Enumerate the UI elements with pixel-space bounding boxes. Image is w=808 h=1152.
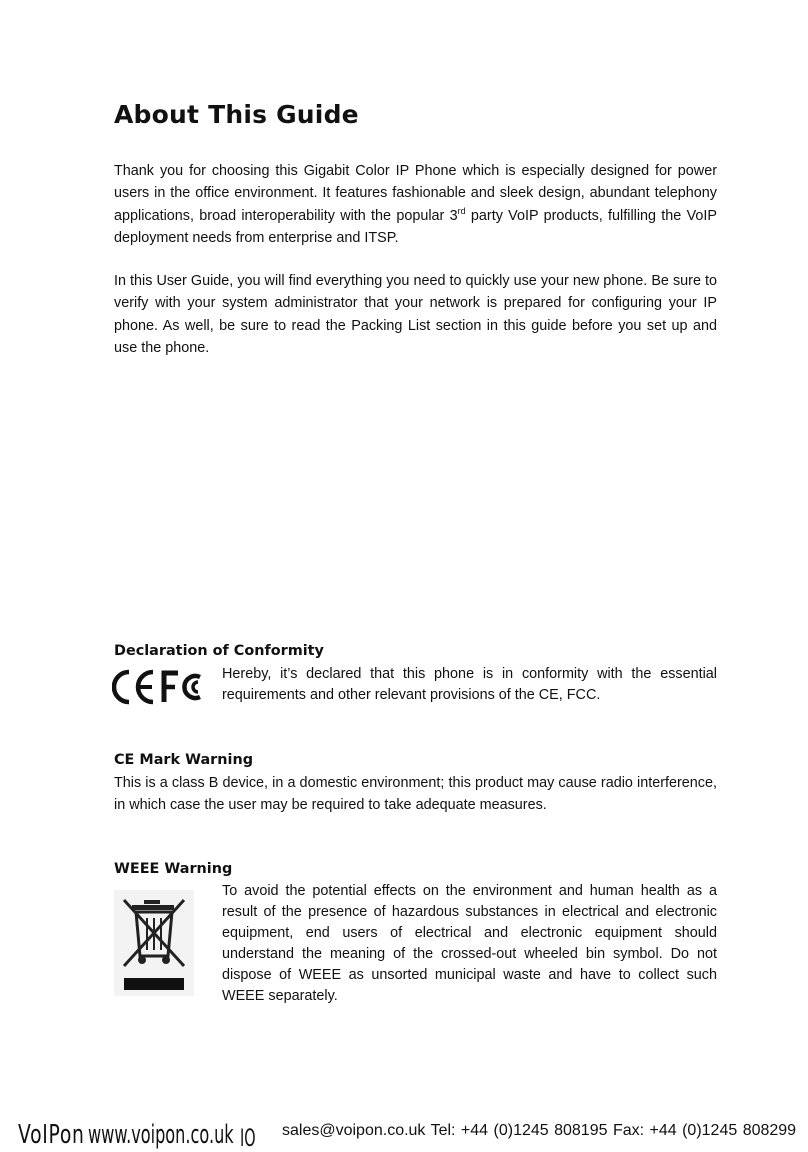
footer-brand-logo: VoIPon [18,1120,85,1150]
conformity-text: Hereby, it’s declared that this phone is in conformity with the essential requirements and other relevant provisions of the CE, FCC. [222,666,717,703]
ce-warning-text: This is a class B device, in a domestic environment; this product may cause radio interference, in which case the user may be required to take adequate measures. [114,775,717,814]
footer-website[interactable]: www.voipon.co.uk [88,1120,234,1150]
bin-underline-bar [124,978,184,990]
ce-c-glyph [114,672,129,702]
bin-lid [132,905,174,910]
intro-paragraph-2: In this User Guide, you will find everything you need to quickly use your new phone. Be sure to verify with your system administrator that your network is prepared for configuring your IP phone. As well, be sure to read the Packing List section in this guide before you set up and use the phone. [114,273,717,357]
bin-wheel-left [138,956,146,964]
conformity-heading: Declaration of Conformity [114,643,324,659]
weee-heading: WEEE Warning [114,861,233,877]
page-footer [0,1118,808,1150]
footer-contact: sales@voipon.co.uk Tel: +44 (0)1245 808195 Fax: +44 (0)1245 808299 [282,1122,797,1139]
bin-wheel-right [162,956,170,964]
bin-lid-handle [144,900,160,904]
intro-p1-superscript: rd [457,206,466,217]
page-title: About This Guide [114,100,359,129]
ce-warning-heading: CE Mark Warning [114,752,254,768]
intro-paragraph-1 [114,160,717,250]
ce-fcc-logo [112,668,208,706]
intro-p1-text: Thank you for choosing this Gigabit Color IP Phone which is especially designed for power users in the office environment. It features fashionable and sleek design, abundant telephony applications, broad interoperability with the popular 3 [114,163,717,224]
crossed-bin-icon [114,890,194,996]
footer-logo-mark: IO [240,1124,256,1152]
weee-text: To avoid the potential effects on the environment and human health as a result of the presence of hazardous substances in electrical and electronic equipment, end users of electrical and electronic equipment should understand the meaning of the crossed-out wheeled bin symbol. Do not dispose of WEEE as unsorted municipal waste and have to collect such WEEE separately. [222,883,717,1004]
intro-p1-text-end: party VoIP products, fulfilling the VoIP deployment needs from enterprise and ITSP. [114,207,717,247]
fcc-c-inner [193,682,198,692]
